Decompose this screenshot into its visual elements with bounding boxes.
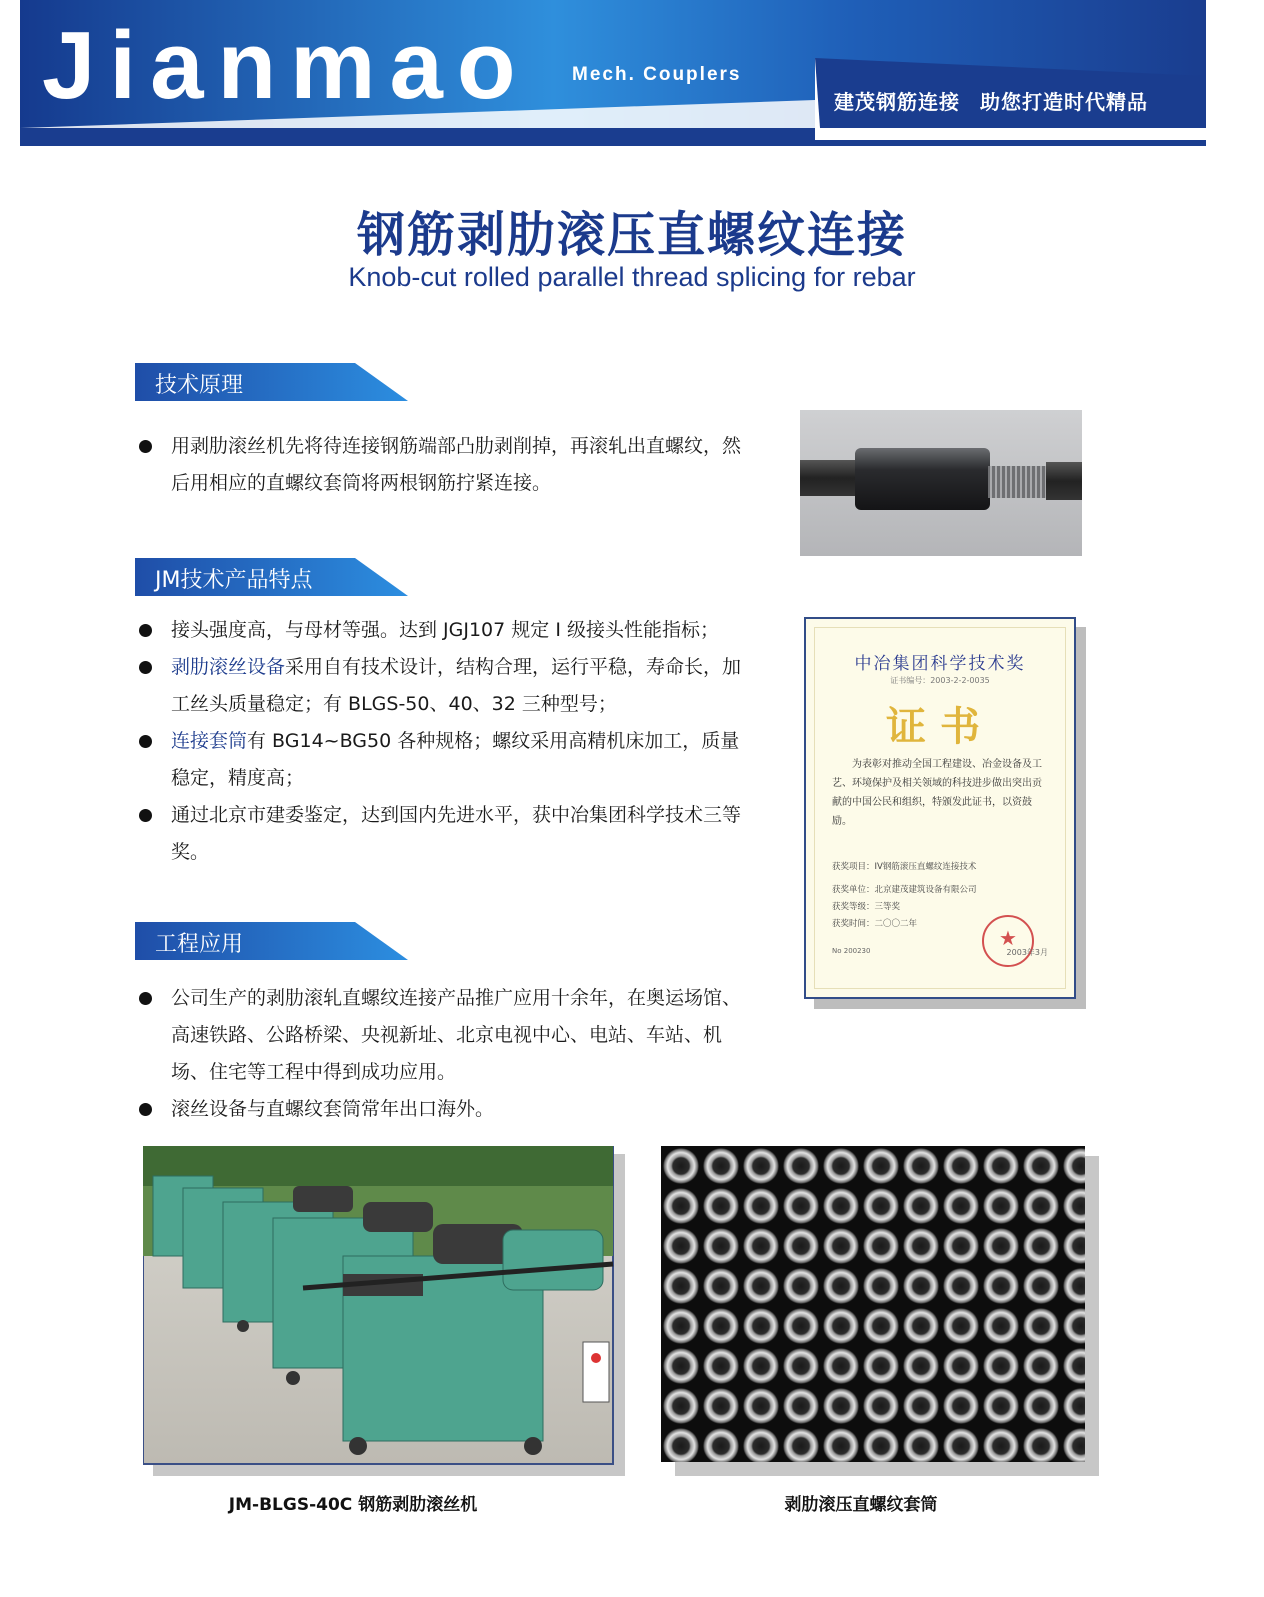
- header-banner: [20, 0, 1206, 150]
- list-item-text: 接头强度高，与母材等强。达到 JGJ107 规定 I 级接头性能指标；: [171, 619, 719, 641]
- bullet-icon: [139, 735, 152, 748]
- list-item: [135, 797, 745, 871]
- certificate-line: 获奖项目：IV钢筋滚压直螺纹连接技术: [832, 862, 977, 872]
- list-item-text: 通过北京市建委鉴定，达到国内先进水平，获中冶集团科学技术三等奖。: [171, 804, 742, 863]
- list-item-highlight: 剥肋滚丝设备: [171, 656, 286, 678]
- list-item-text: 用剥肋滚丝机先将待连接钢筋端部凸肋剥削掉，再滚轧出直螺纹，然后用相应的直螺纹套筒将两根钢筋拧紧连接。: [171, 435, 742, 494]
- slogan: 建茂钢筋连接 助您打造时代精品: [834, 90, 1148, 114]
- list-item-highlight: 连接套筒: [171, 730, 248, 752]
- rolling-machine-photo: [143, 1146, 625, 1476]
- bullet-icon: [139, 661, 152, 674]
- certificate-number: 证书编号：2003-2-2-0035: [890, 676, 990, 685]
- certificate-line: 获奖单位：北京建茂建筑设备有限公司: [832, 885, 977, 895]
- list-item: [135, 428, 745, 502]
- certificate-line: 获奖时间：二〇〇二年: [832, 919, 918, 929]
- application-list: [135, 980, 745, 1128]
- sleeves-caption: 剥肋滚压直螺纹套筒: [784, 1495, 938, 1515]
- list-item: [135, 612, 745, 649]
- brand-subtitle: Mech. Couplers: [572, 64, 742, 85]
- section-heading-label: 工程应用: [155, 932, 244, 957]
- rebar-coupler-photo: [800, 410, 1082, 556]
- features-list: [135, 612, 745, 871]
- list-item: [135, 980, 745, 1091]
- principle-list: [135, 428, 745, 502]
- certificate-body: 为表彰对推动全国工程建设、冶金设备及工艺、环境保护及相关领域的科技进步做出突出贡献的中国公民和组织，特颁发此证书，以资鼓励。: [832, 759, 1042, 827]
- section-heading-label: 技术原理: [155, 373, 244, 398]
- list-item: [135, 723, 745, 797]
- list-item-text: 公司生产的剥肋滚轧直螺纹连接产品推广应用十余年，在奥运场馆、高速铁路、公路桥梁、央视新址、北京电视中心、电站、车站、机场、住宅等工程中得到成功应用。: [171, 987, 742, 1083]
- certificate-heading: 证书: [886, 704, 994, 750]
- list-item-text: 采用自有技术设计，结构合理，运行平稳，寿命长，加工丝头质量稳定；有 BLGS-50、40、32 三种型号；: [171, 656, 742, 715]
- section-heading-application: [135, 922, 410, 960]
- page-subtitle: Knob-cut rolled parallel thread splicing for rebar: [348, 262, 916, 292]
- award-certificate: [804, 617, 1076, 999]
- bullet-icon: [139, 440, 152, 453]
- list-item: [135, 649, 745, 723]
- bullet-icon: [139, 992, 152, 1005]
- bullet-icon: [139, 809, 152, 822]
- red-seal-icon: ★: [982, 915, 1034, 967]
- section-heading-label: JM技术产品特点: [155, 568, 313, 593]
- bullet-icon: [139, 624, 152, 637]
- certificate-date: 2003年3月: [1006, 948, 1048, 957]
- bullet-icon: [139, 1103, 152, 1116]
- brand-logo: Jianmao: [42, 12, 530, 119]
- certificate-title: 中冶集团科学技术奖: [854, 654, 1026, 674]
- certificate-footer: No 200230: [832, 947, 871, 955]
- certificate-line: 获奖等级：三等奖: [832, 902, 901, 912]
- list-item-text: 有 BG14~BG50 各种规格；螺纹采用高精机床加工，质量稳定，精度高；: [171, 730, 740, 789]
- thread-sleeves-photo: [661, 1146, 1099, 1476]
- section-heading-features: [135, 558, 410, 596]
- machine-caption: JM-BLGS-40C 钢筋剥肋滚丝机: [228, 1495, 478, 1515]
- list-item: [135, 1091, 745, 1128]
- list-item-text: 滚丝设备与直螺纹套筒常年出口海外。: [171, 1098, 495, 1120]
- section-heading-principle: [135, 363, 410, 401]
- page-title: 钢筋剥肋滚压直螺纹连接: [356, 207, 907, 263]
